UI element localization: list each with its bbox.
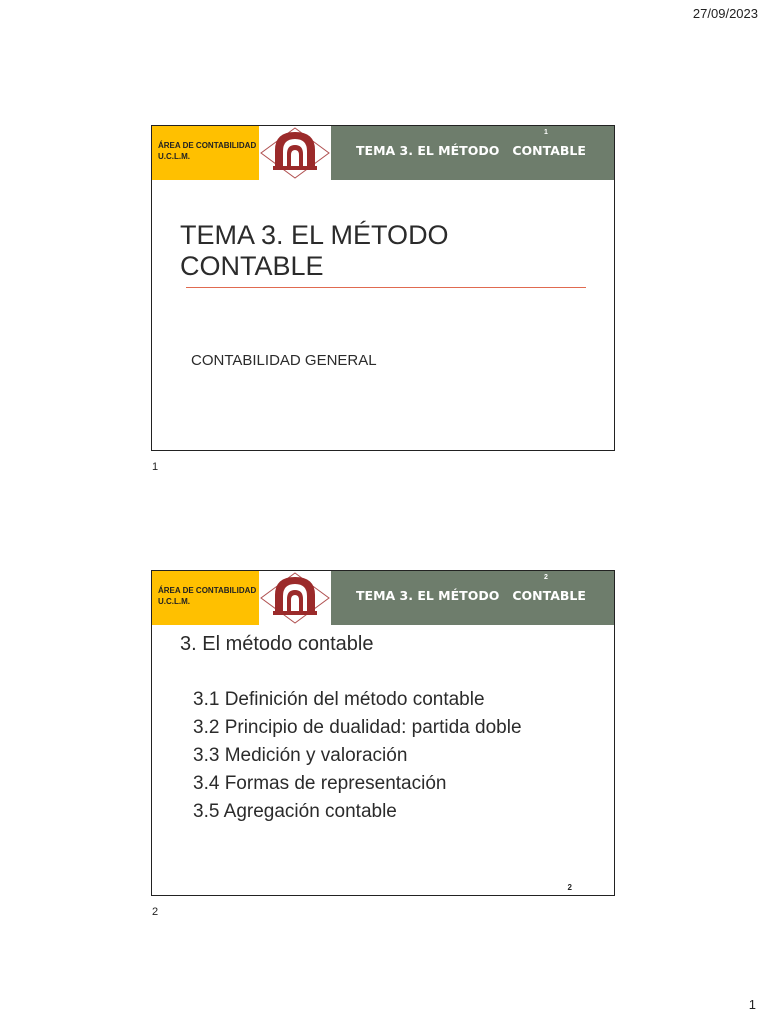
org-name	[158, 585, 256, 607]
org-line-1: ÁREA DE CONTABILIDAD	[158, 141, 257, 150]
slide-header	[152, 571, 614, 625]
slide-mini-number: 1	[544, 129, 548, 136]
slide-subtitle: CONTABILIDAD GENERAL	[191, 352, 377, 369]
slide-header	[152, 126, 614, 180]
slide-label-1: 1	[152, 461, 159, 473]
print-date: 27/09/2023	[692, 6, 758, 21]
list-item: 3.4 Formas de representación	[193, 773, 447, 794]
slide-footer-number: 2	[567, 883, 572, 892]
org-banner	[152, 571, 259, 625]
list-item: 3.3 Medición y valoración	[193, 745, 408, 766]
org-name	[158, 140, 256, 162]
org-banner	[152, 126, 259, 180]
header-title-bar	[331, 126, 614, 180]
header-title-bar	[331, 571, 614, 625]
slide-title: TEMA 3. EL MÉTODO CONTABLE	[180, 220, 449, 281]
uclm-arch-logo-icon	[259, 126, 331, 180]
uclm-arch-logo-icon	[259, 571, 331, 625]
header-title: TEMA 3. EL MÉTODO CONTABLE	[356, 588, 586, 603]
header-title: TEMA 3. EL MÉTODO CONTABLE	[356, 143, 586, 158]
slide-title: 3. El método contable	[180, 633, 374, 655]
slide-mini-number: 2	[544, 574, 548, 581]
org-line-1: ÁREA DE CONTABILIDAD	[158, 586, 257, 595]
org-line-2: U.C.L.M.	[158, 152, 190, 161]
org-line-2: U.C.L.M.	[158, 597, 190, 606]
list-item: 3.2 Principio de dualidad: partida doble	[193, 717, 522, 738]
page-number: 1	[748, 997, 756, 1012]
slide-label-2: 2	[152, 906, 159, 918]
title-divider	[186, 287, 586, 288]
slide-2	[151, 570, 615, 896]
list-item: 3.5 Agregación contable	[193, 801, 397, 822]
topic-list	[193, 686, 522, 826]
slide-1	[151, 125, 615, 451]
list-item: 3.1 Definición del método contable	[193, 689, 485, 710]
